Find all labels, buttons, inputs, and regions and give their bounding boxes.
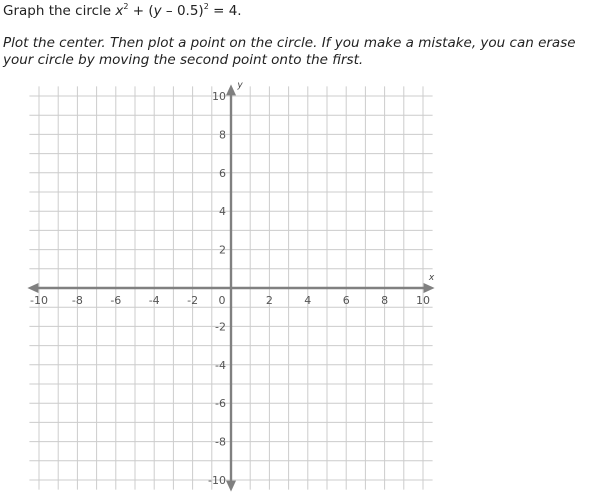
x-tick-label: 6 [342,294,350,307]
x-axis-label: x [428,273,435,283]
x-tick-label: 4 [304,294,312,307]
question-suffix: = 4. [208,3,242,19]
x-tick-label: 10 [416,294,430,307]
y-tick-label: -10 [208,474,226,487]
question-prefix: Graph the circle [3,3,116,19]
x-tick-label: 0 [218,294,226,307]
question-exponent-2: 2 [203,2,209,11]
x-tick-label: -4 [148,294,160,307]
y-tick-label: 6 [219,166,226,180]
y-tick-label: -8 [215,435,226,449]
y-tick-label: -4 [215,358,226,372]
y-tick-label: 10 [212,90,226,103]
x-tick-label: -2 [187,294,199,307]
y-tick-label: -6 [215,397,226,411]
question-exponent-1: 2 [123,2,129,11]
y-tick-label: -2 [215,320,226,334]
x-tick-label: 2 [265,294,273,307]
y-axis-label: y [237,80,243,91]
x-tick-label: -6 [110,294,122,307]
x-tick-label: -8 [71,294,83,307]
question-var-x: x [115,3,124,19]
x-axis-left-arrow-icon [27,283,38,293]
x-axis-right-arrow-icon [424,283,435,293]
x-tick-label: 8 [381,294,389,307]
y-axis-up-arrow-icon [226,84,236,95]
y-axis-down-arrow-icon [226,481,236,492]
y-tick-label: 2 [219,243,226,257]
y-tick-label: 8 [219,128,226,142]
instructions-text: Plot the center. Then plot a point on the circle. If you make a mistake, you can erase your circle by moving the second point onto the first. [3,35,576,68]
question-middle: + ( [128,3,154,19]
y-tick-label: 4 [219,205,226,219]
question-var-y: y [153,3,162,19]
x-tick-label: -10 [30,294,48,307]
question-after-y: – 0.5) [161,3,204,19]
